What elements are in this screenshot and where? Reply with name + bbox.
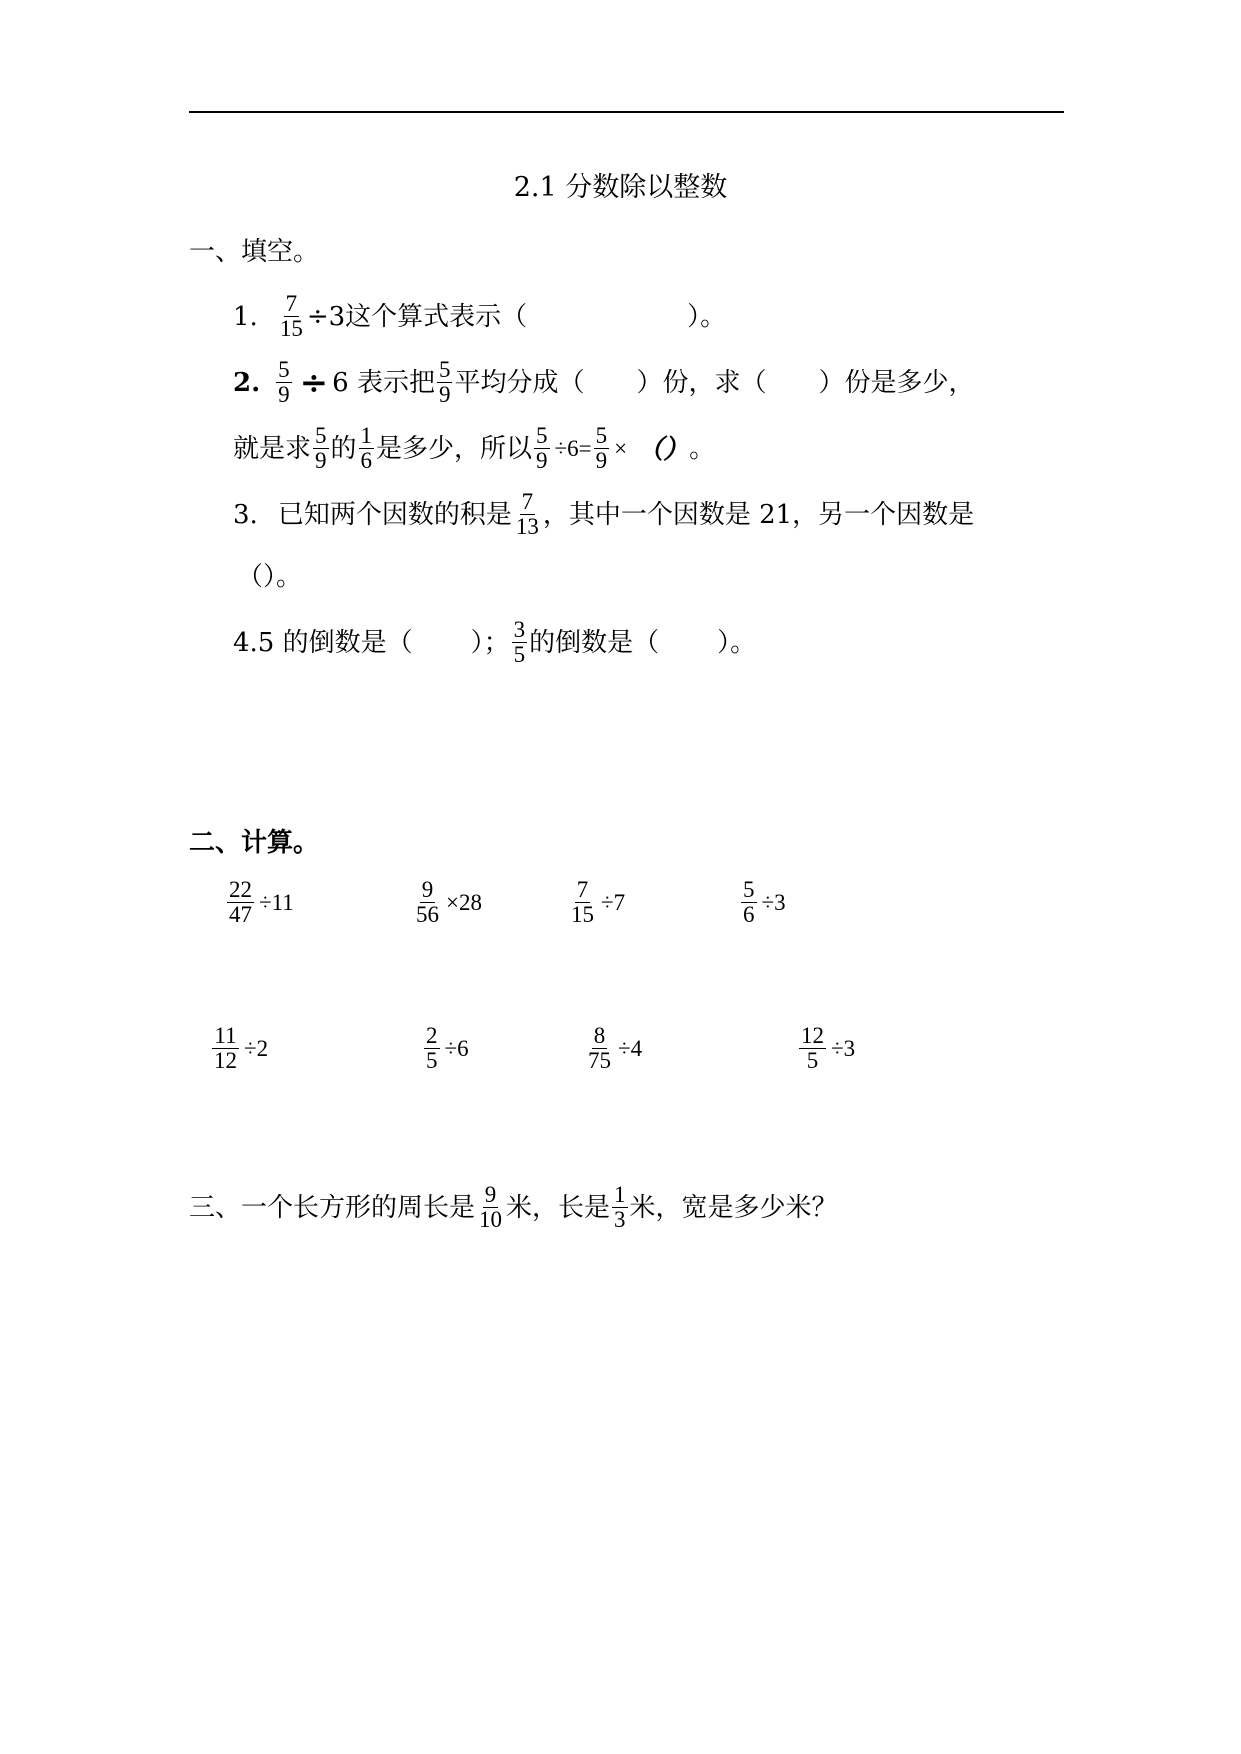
q2-line2-c: 是多少，所以	[376, 433, 533, 464]
s3-frac2-den: 3	[614, 1207, 626, 1232]
q2-frac2-num: 5	[438, 357, 451, 382]
calc-fraction	[212, 1024, 239, 1073]
question-1	[233, 292, 726, 341]
calc-operation: ÷7	[601, 889, 626, 915]
calc-fraction	[799, 1024, 826, 1073]
question-2	[233, 358, 975, 407]
q2-line2-end: 。	[689, 433, 716, 464]
q1-close: ）。	[687, 301, 727, 332]
q4-text-c: 的倒数是（	[529, 627, 660, 658]
calc-item	[422, 1024, 469, 1073]
calc-item	[739, 878, 786, 927]
calc-frac-num: 7	[576, 877, 589, 902]
calc-fraction	[586, 1024, 613, 1073]
question-3-line-2: （）。	[237, 562, 303, 592]
calc-frac-num: 22	[229, 877, 252, 902]
q2-text-b: 平均分成（	[454, 367, 585, 398]
q2-frac4-den: 6	[360, 448, 373, 473]
q2-text-d: ）份是多少，	[818, 367, 975, 398]
section3-problem	[189, 1183, 838, 1232]
q3-text-a: 已知两个因数的积是	[277, 499, 512, 530]
calc-operation: ÷11	[259, 889, 294, 915]
s3-frac2-num: 1	[614, 1182, 626, 1207]
question-4	[233, 618, 756, 667]
calc-operation: ÷6	[444, 1035, 469, 1061]
q4-text-b: ）；	[470, 627, 510, 658]
calc-frac-den: 12	[214, 1048, 237, 1073]
calc-frac-den: 5	[806, 1048, 819, 1073]
divide-symbol: ÷	[299, 362, 329, 403]
calc-fraction	[424, 1024, 440, 1073]
q3-label: 3.	[233, 499, 258, 530]
calc-frac-num: 2	[426, 1023, 438, 1048]
q2-frac2-den: 9	[438, 382, 451, 407]
s3-fraction-2	[612, 1183, 628, 1232]
header-rule	[189, 111, 1064, 113]
page-title: 2.1 分数除以整数	[513, 172, 728, 203]
q2-label: 2.	[233, 367, 261, 398]
s3-frac1-den: 10	[479, 1207, 503, 1232]
calc-item	[210, 1024, 268, 1073]
q4-fraction	[512, 618, 528, 667]
q2-frac3-den: 9	[315, 448, 327, 473]
q4-frac-den: 5	[513, 642, 526, 667]
calc-operation: ÷2	[244, 1035, 269, 1061]
calc-frac-den: 75	[588, 1048, 611, 1073]
calc-frac-den: 15	[571, 902, 594, 927]
q2-frac6-num: 5	[595, 423, 608, 448]
s3-text-b: 米，长是	[506, 1192, 611, 1223]
q3-frac-num: 7	[521, 489, 534, 514]
q2-frac1-den: 9	[278, 382, 290, 407]
calc-frac-num: 11	[214, 1023, 237, 1048]
section2-heading: 二、计算。	[189, 828, 320, 858]
calc-operation: ×28	[446, 889, 482, 915]
calc-fraction	[227, 878, 254, 927]
q1-frac-num: 7	[285, 291, 298, 316]
calc-item	[225, 878, 294, 927]
calc-frac-num: 5	[743, 877, 755, 902]
q2-fraction-3	[313, 424, 329, 473]
q2-text-a: 6 表示把	[332, 367, 435, 398]
q2-fraction-1	[276, 358, 292, 407]
calc-item	[567, 878, 625, 927]
q2-line2-d: ÷6=	[554, 435, 592, 461]
section1-heading: 一、填空。	[189, 237, 320, 267]
q2-fraction-5	[534, 424, 550, 473]
calc-fraction	[414, 878, 441, 927]
calc-frac-den: 5	[426, 1048, 438, 1073]
q1-frac-den: 15	[279, 316, 303, 341]
calc-frac-den: 47	[229, 902, 252, 927]
q2-frac1-num: 5	[278, 357, 290, 382]
calc-operation: ÷3	[831, 1035, 856, 1061]
calc-fraction	[741, 878, 757, 927]
calc-frac-den: 6	[743, 902, 755, 927]
q2-frac6-den: 9	[595, 448, 608, 473]
calc-frac-num: 8	[593, 1023, 606, 1048]
q2-line2-e: ×	[614, 435, 628, 461]
q3-frac-den: 13	[515, 514, 539, 539]
q2-fraction-6	[594, 424, 610, 473]
calc-item	[584, 1024, 642, 1073]
q4-text-a: 4.5 的倒数是（	[233, 627, 413, 658]
q2-line2-b: 的	[330, 433, 357, 464]
question-3	[233, 490, 974, 539]
q2-frac4-num: 1	[360, 423, 373, 448]
calc-frac-den: 56	[416, 902, 439, 927]
q1-text: ÷3这个算式表示（	[306, 301, 528, 332]
calc-frac-num: 9	[421, 877, 434, 902]
question-2-line-2	[233, 424, 715, 473]
q2-line2-a: 就是求	[233, 433, 312, 464]
calc-fraction	[569, 878, 596, 927]
s3-fraction-1	[477, 1183, 504, 1232]
q4-text-d: ）。	[717, 627, 757, 658]
q3-fraction	[514, 490, 541, 539]
q2-fraction-4	[359, 424, 375, 473]
q2-frac3-num: 5	[315, 423, 327, 448]
calc-item	[797, 1024, 855, 1073]
s3-text-c: 米，宽是多少米？	[629, 1192, 838, 1223]
q2-fraction-2	[437, 358, 453, 407]
q1-fraction	[278, 292, 305, 341]
q2-answer-paren: （）	[637, 433, 690, 464]
s3-frac1-num: 9	[484, 1182, 497, 1207]
calc-operation: ÷4	[618, 1035, 643, 1061]
q4-frac-num: 3	[513, 617, 526, 642]
calc-item	[412, 878, 482, 927]
calc-operation: ÷3	[761, 889, 786, 915]
q2-frac5-num: 5	[536, 423, 548, 448]
q3-text-b: ，其中一个因数是 21，另一个因数是	[542, 499, 975, 530]
s3-text-a: 三、一个长方形的周长是	[189, 1192, 476, 1223]
q2-frac5-den: 9	[536, 448, 548, 473]
q1-label: 1.	[233, 301, 258, 332]
calc-frac-num: 12	[801, 1023, 824, 1048]
q2-text-c: ）份，求（	[636, 367, 767, 398]
